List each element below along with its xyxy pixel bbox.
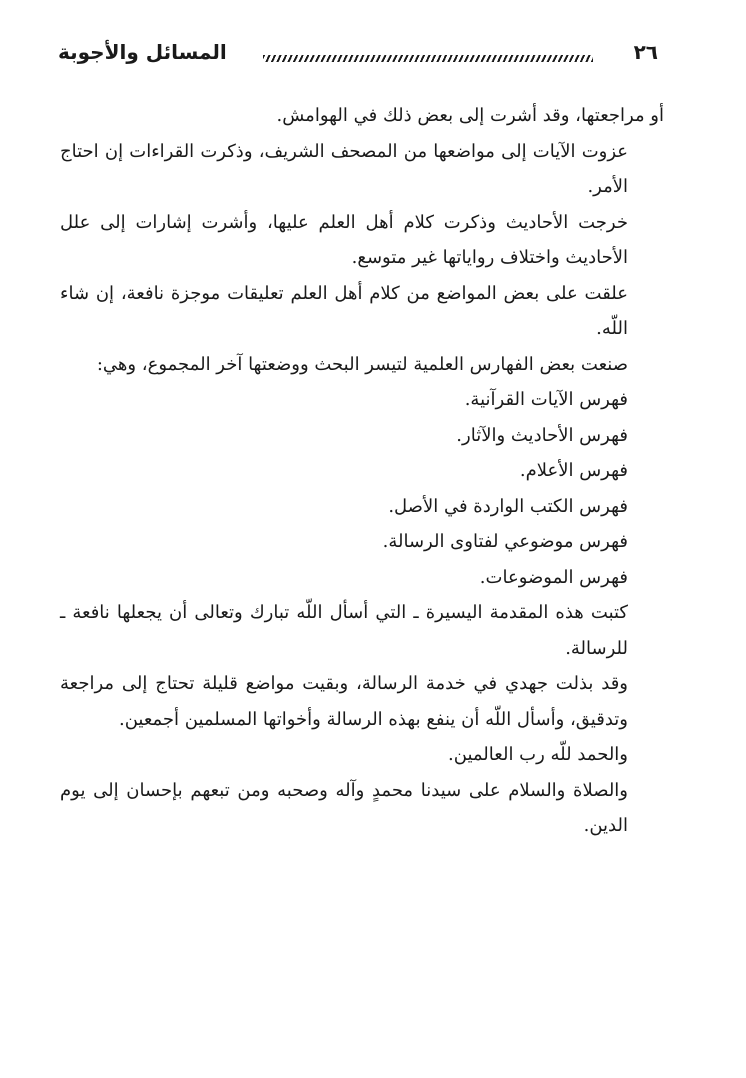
paragraph: والحمد للّه رب العالمين.: [448, 744, 628, 765]
body-text: [60, 98, 664, 844]
paragraph: والصلاة والسلام على سيدنا محمدٍ وآله وصحبه ومن تبعهم بإحسان إلى يوم الدين.: [60, 779, 628, 836]
paragraph: عزوت الآيات إلى مواضعها من المصحف الشريف، وذكرت القراءات إن احتاج الأمر.: [60, 140, 628, 197]
header-rule: [263, 55, 593, 62]
paragraph: خرجت الأحاديث وذكرت كلام أهل العلم عليها، وأشرت إشارات إلى علل الأحاديث واختلاف رواياتها غير متوسع.: [60, 211, 628, 268]
list-item: فهرس الموضوعات.: [479, 566, 628, 588]
paragraph: أو مراجعتها، وقد أشرت إلى بعض ذلك في الهوامش.: [276, 105, 664, 126]
paragraph: علقت على بعض المواضع من كلام أهل العلم تعليقات موجزة نافعة، إن شاء اللّه.: [60, 282, 628, 339]
list-item: فهرس الأحاديث والآثار.: [456, 424, 628, 446]
list-item: فهرس الأعلام.: [519, 460, 628, 481]
paragraph: وقد بذلت جهدي في خدمة الرسالة، وبقيت مواضع قليلة تحتاج إلى مراجعة وتدقيق، وأسأل اللّه أن ينفع بهذه الرسالة وأخواتها المسلمين أجمعين.: [60, 673, 628, 730]
paragraph: كتبت هذه المقدمة اليسيرة ـ التي أسأل اللّه تبارك وتعالى أن يجعلها نافعة ـ للرسالة.: [60, 602, 628, 659]
page-number: ٢٦: [633, 40, 658, 64]
list-item: فهرس الكتب الواردة في الأصل.: [388, 495, 628, 517]
page-header: [58, 40, 658, 76]
list-item: فهرس الآيات القرآنية.: [464, 389, 628, 410]
paragraph: صنعت بعض الفهارس العلمية لتيسر البحث ووضعتها آخر المجموع، وهي:: [96, 353, 628, 375]
list-item: فهرس موضوعي لفتاوى الرسالة.: [382, 531, 628, 552]
running-title: المسائل والأجوبة: [58, 40, 227, 64]
